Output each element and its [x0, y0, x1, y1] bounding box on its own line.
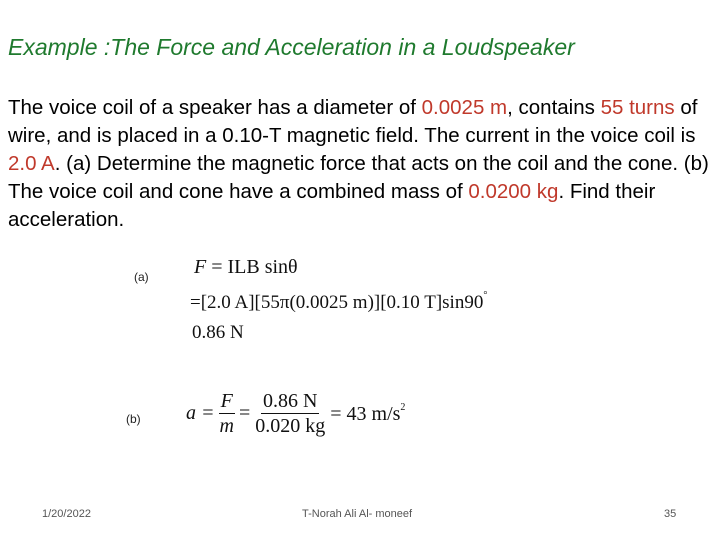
slide-title: Example :The Force and Acceleration in a Loudspeaker	[8, 34, 575, 60]
equals-sign: =	[238, 402, 251, 424]
footer-date: 1/20/2022	[42, 508, 91, 520]
highlight-turns: 55 turns	[600, 96, 675, 119]
part-a-label: (a)	[134, 270, 149, 284]
force-substitution	[190, 290, 487, 314]
highlight-mass: 0.0200 kg	[468, 180, 559, 203]
force-formula-rhs: = ILB sinθ	[211, 256, 298, 278]
problem-text: . Find their acceleration.	[8, 180, 656, 231]
fraction-numerator: F	[220, 390, 233, 412]
exponent: 2	[400, 401, 406, 413]
fraction-values	[253, 390, 327, 437]
fraction-f-over-m	[218, 390, 236, 437]
acceleration-value: = 43 m/s	[330, 402, 401, 425]
page-number: 35	[664, 508, 677, 520]
force-substitution-text: =[2.0 A][55π(0.0025 m)][0.10 T]sin90	[190, 292, 484, 313]
fraction-denominator: 0.020 kg	[255, 415, 326, 437]
acceleration-result	[330, 402, 405, 426]
highlight-diameter: 0.0025 m	[421, 96, 508, 119]
highlight-current: 2.0 A	[8, 152, 55, 175]
acceleration-equation	[186, 390, 405, 437]
problem-text: The voice coil of a speaker has a diameter of	[8, 96, 422, 119]
problem-text: , contains	[507, 96, 601, 119]
fraction-denominator: m	[219, 415, 234, 437]
degree-symbol: °	[483, 290, 488, 301]
fraction-numerator: 0.86 N	[263, 390, 318, 412]
footer-author: T-Norah Ali Al- moneef	[302, 508, 413, 520]
problem-statement	[8, 94, 714, 234]
force-formula	[194, 256, 298, 279]
force-result: 0.86 N	[192, 322, 244, 343]
problem-text: . (a) Determine the magnetic force that acts on the coil and the cone. (b) The voice coil and cone have a combined mass of	[8, 152, 709, 203]
part-b-label: (b)	[126, 412, 141, 426]
problem-text: of wire, and is placed in a 0.10-T magnetic field. The current in the voice coil is	[8, 96, 698, 147]
acceleration-lhs: a =	[186, 402, 215, 424]
force-symbol: F	[194, 256, 207, 278]
